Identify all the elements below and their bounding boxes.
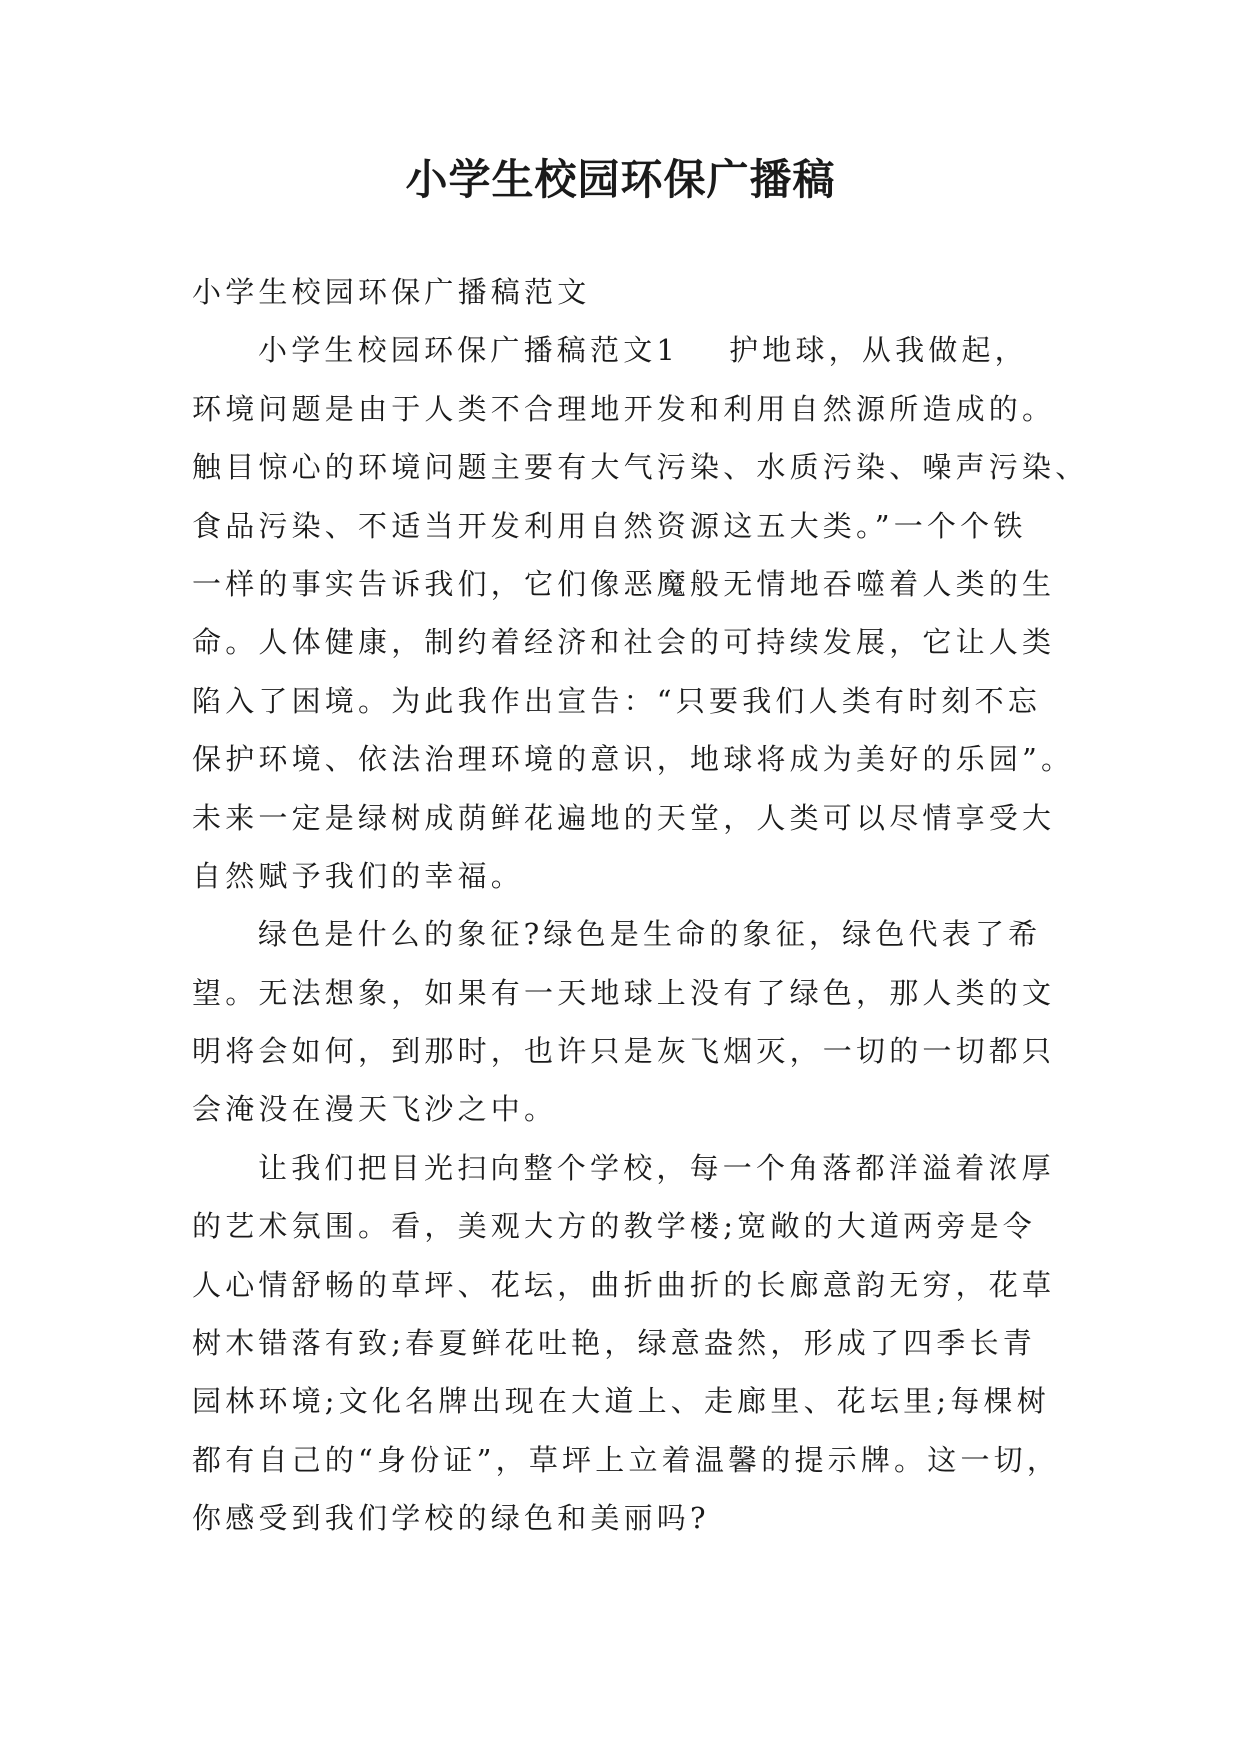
paragraph-line: 会淹没在漫天飞沙之中。 <box>192 1092 558 1127</box>
paragraph-line: 保护环境、依法治理环境的意识，地球将成为美好的乐园”。 <box>192 742 1075 777</box>
paragraph-line: 绿色是什么的象征?绿色是生命的象征，绿色代表了希 <box>258 917 1042 952</box>
paragraph-first-line <box>192 321 1052 379</box>
paragraph-line: 陷入了困境。为此我作出宣告：“只要我们人类有时刻不忘 <box>192 683 1042 718</box>
paragraph-line: 食品污染、不适当开发利用自然资源这五大类。”一个个铁 <box>192 508 1027 543</box>
paragraph-line: 护地球，从我做起， <box>729 333 1028 368</box>
paragraph-line: 人心情舒畅的草坪、花坛，曲折曲折的长廊意韵无穷，花草 <box>192 1267 1056 1302</box>
paragraph-line: 望。无法想象，如果有一天地球上没有了绿色，那人类的文 <box>192 975 1056 1010</box>
paragraph-line: 自然赋予我们的幸福。 <box>192 858 525 893</box>
paragraph-line: 命。人体健康，制约着经济和社会的可持续发展，它让人类 <box>192 625 1056 660</box>
document-body <box>192 263 1089 1548</box>
paragraph-line: 你感受到我们学校的绿色和美丽吗? <box>192 1501 710 1536</box>
paragraph-line: 园林环境;文化名牌出现在大道上、走廊里、花坛里;每棵树 <box>192 1384 1050 1419</box>
paragraph-line: 触目惊心的环境问题主要有大气污染、水质污染、噪声污染、 <box>192 450 1089 485</box>
section-heading: 小学生校园环保广播稿范文1 <box>258 333 680 368</box>
paragraph-line: 树木错落有致;春夏鲜花吐艳，绿意盎然，形成了四季长青 <box>192 1326 1036 1361</box>
paragraph-line: 未来一定是绿树成荫鲜花遍地的天堂，人类可以尽情享受大 <box>192 800 1056 835</box>
document-subtitle: 小学生校园环保广播稿范文 <box>192 275 591 309</box>
paragraph-line: 的艺术氛围。看，美观大方的教学楼;宽敞的大道两旁是令 <box>192 1209 1036 1244</box>
paragraph-line: 明将会如何，到那时，也许只是灰飞烟灭，一切的一切都只 <box>192 1034 1056 1069</box>
paragraph-line: 一样的事实告诉我们，它们像恶魔般无情地吞噬着人类的生 <box>192 566 1056 601</box>
paragraph-line: 都有自己的“身份证”，草坪上立着温馨的提示牌。这一切， <box>192 1442 1061 1477</box>
page-title: 小学生校园环保广播稿 <box>405 155 836 204</box>
paragraph-line: 让我们把目光扫向整个学校，每一个角落都洋溢着浓厚 <box>258 1150 1055 1185</box>
paragraph-line: 环境问题是由于人类不合理地开发和利用自然源所造成的。 <box>192 391 1056 426</box>
